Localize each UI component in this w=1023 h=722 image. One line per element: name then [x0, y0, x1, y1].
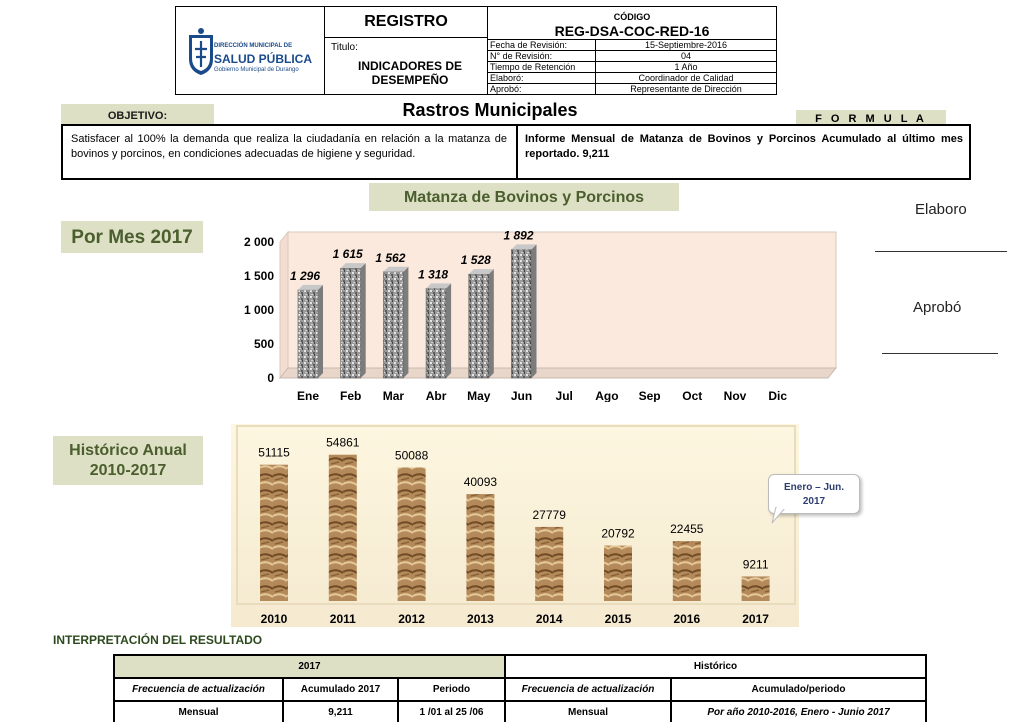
row-label: Fecha de Revisión: — [490, 40, 568, 50]
cell-frecuencia-hist: Mensual — [505, 701, 671, 722]
x-tick-label: Mar — [382, 389, 405, 402]
logo-line2: SALUD PÚBLICA — [214, 52, 312, 66]
x-tick-label: 2011 — [329, 612, 356, 626]
bar-side — [403, 267, 408, 378]
objective-tag: OBJETIVO: — [61, 104, 214, 124]
x-tick-label: 2014 — [535, 612, 563, 626]
bar-side — [489, 269, 494, 378]
bar — [398, 467, 426, 601]
logo-cell — [176, 7, 325, 94]
annual-bar-chart — [231, 424, 799, 627]
divider — [516, 126, 518, 178]
objective-text: Satisfacer al 100% la demanda que realiza la ciudadanía en relación a la matanza de bovinos y porcinos, en condiciones adecuadas de higiene y seguridad. — [71, 133, 507, 160]
y-tick-label: 500 — [253, 337, 274, 351]
codigo-cell — [488, 7, 776, 94]
revision-date-row — [488, 39, 776, 50]
registro-title: REGISTRO — [364, 13, 448, 30]
bar-side — [446, 283, 451, 378]
callout-line2: 2017 — [802, 496, 826, 507]
data-label: 20792 — [601, 526, 635, 541]
x-tick-label: Abr — [425, 389, 447, 402]
titulo-value: INDICADORES DE DESEMPEÑO — [357, 59, 462, 87]
bar-side — [532, 244, 537, 378]
data-label: 22455 — [670, 522, 704, 537]
y-tick-label: 1 500 — [243, 269, 274, 283]
logo-line3: Gobierno Municipal de Durango — [214, 67, 299, 73]
bar — [383, 272, 403, 378]
col-frecuencia-hist: Frecuencia de actualización — [505, 678, 671, 701]
bar — [469, 274, 489, 378]
x-tick-label: Feb — [340, 389, 362, 402]
aprobo-signature-line — [882, 353, 998, 354]
callout-line1: Enero – Jun. — [783, 482, 844, 493]
interpretation-heading: INTERPRETACIÓN DEL RESULTADO — [53, 633, 263, 647]
plot-side-wall — [280, 232, 288, 378]
data-label: 1 892 — [503, 228, 534, 243]
row-label: Aprobó: — [490, 84, 522, 94]
bar — [673, 541, 701, 601]
row-value: Representante de Dirección — [595, 84, 776, 95]
monthly-tag: Por Mes 2017 — [61, 221, 203, 253]
table-row — [114, 678, 926, 701]
aprobo-label: Aprobó — [913, 299, 962, 316]
bar-side — [361, 263, 366, 378]
monthly-bar-chart — [232, 224, 840, 402]
aprobo-row — [488, 83, 776, 94]
bar-side — [318, 285, 323, 378]
bar — [742, 576, 770, 601]
retention-row — [488, 61, 776, 72]
codigo-label: CÓDIGO — [613, 12, 651, 22]
x-tick-label: Ago — [595, 389, 619, 402]
row-value: 1 Año — [595, 62, 776, 73]
data-label: 9211 — [742, 557, 769, 572]
col-frecuencia: Frecuencia de actualización — [114, 678, 283, 701]
elaboro-row — [488, 72, 776, 83]
data-label: 1 318 — [418, 267, 449, 282]
bar — [341, 268, 361, 378]
header-table — [175, 6, 777, 95]
logo-line1: DIRECCIÓN MUNICIPAL DE — [214, 43, 293, 49]
page-title: Rastros Municipales — [402, 100, 578, 120]
data-label: 54861 — [326, 435, 360, 450]
elaboro-label: Elaboro — [915, 201, 967, 218]
col-acumulado-periodo: Acumulado/periodo — [671, 678, 926, 701]
elaboro-signature-line — [875, 251, 1007, 252]
x-tick-label: May — [467, 389, 491, 402]
data-label: 1 296 — [289, 268, 321, 283]
data-label: 51115 — [258, 445, 290, 460]
x-tick-label: Ene — [296, 389, 320, 402]
row-label: N° de Revisión: — [490, 51, 553, 61]
row-value: 15-Septiembre-2016 — [595, 40, 776, 51]
cell-frecuencia: Mensual — [114, 701, 283, 722]
objective-box — [61, 124, 971, 180]
x-tick-label: Dic — [768, 389, 788, 402]
revision-number-row — [488, 50, 776, 61]
title-cell — [325, 7, 488, 94]
cell-acumulado-periodo: Por año 2010-2016, Enero - Junio 2017 — [671, 701, 926, 722]
data-label: 27779 — [532, 507, 566, 522]
y-tick-label: 2 000 — [243, 235, 274, 249]
x-tick-label: Nov — [723, 389, 747, 402]
bar — [426, 288, 446, 378]
x-tick-label: 2015 — [604, 612, 632, 626]
monthly-chart-title: Matanza de Bovinos y Porcinos — [369, 183, 679, 211]
bar — [512, 249, 532, 378]
cell-periodo: 1 /01 al 25 /06 — [398, 701, 505, 722]
row-value: 04 — [595, 51, 776, 62]
annual-tag — [53, 436, 203, 485]
divider — [325, 37, 487, 38]
plot-back-wall — [288, 232, 836, 368]
group-2017-header: 2017 — [114, 655, 505, 678]
x-tick-label: Jun — [510, 389, 533, 402]
col-periodo: Periodo — [398, 678, 505, 701]
data-label: 1 615 — [332, 247, 363, 262]
row-label: Tiempo de Retención — [490, 62, 576, 72]
formula-tag: F O R M U L A — [796, 110, 946, 126]
group-historico-header: Histórico — [505, 655, 926, 678]
x-tick-label: 2017 — [742, 612, 769, 626]
bar — [535, 527, 563, 601]
x-tick-label: 2012 — [398, 612, 425, 626]
data-label: 1 562 — [375, 250, 406, 265]
x-tick-label: 2016 — [673, 612, 701, 626]
data-label: 1 528 — [460, 253, 491, 268]
salud-publica-logo-icon — [186, 27, 216, 77]
bar — [260, 465, 288, 601]
results-table — [113, 654, 927, 722]
x-tick-label: Sep — [638, 389, 661, 402]
chart-area — [231, 424, 799, 627]
data-label: 40093 — [463, 475, 498, 490]
bar — [329, 455, 357, 601]
data-label: 50088 — [394, 448, 429, 463]
y-tick-label: 1 000 — [243, 303, 274, 317]
x-tick-label: Oct — [682, 389, 703, 402]
bar — [466, 494, 494, 601]
row-label: Elaboró: — [490, 73, 524, 83]
codigo-value: REG-DSA-COC-RED-16 — [554, 23, 710, 39]
bar — [604, 546, 632, 601]
annual-tag-line1: Histórico Anual — [69, 442, 187, 459]
annual-tag-line2: 2010-2017 — [89, 462, 167, 479]
y-tick-label: 0 — [267, 371, 274, 385]
table-row — [114, 655, 926, 678]
formula-text: Informe Mensual de Matanza de Bovinos y Porcinos Acumulado al último mes reportado. 9,211 — [525, 133, 963, 160]
table-row — [114, 701, 926, 722]
x-tick-label: 2010 — [260, 612, 288, 626]
x-tick-label: 2013 — [467, 612, 494, 626]
x-tick-label: Jul — [555, 389, 573, 402]
cell-acumulado: 9,211 — [283, 701, 398, 722]
callout-pointer-icon — [770, 507, 790, 527]
titulo-label: Titulo: — [331, 42, 358, 53]
bar — [298, 290, 318, 378]
row-value: Coordinador de Calidad — [595, 73, 776, 84]
col-acumulado: Acumulado 2017 — [283, 678, 398, 701]
